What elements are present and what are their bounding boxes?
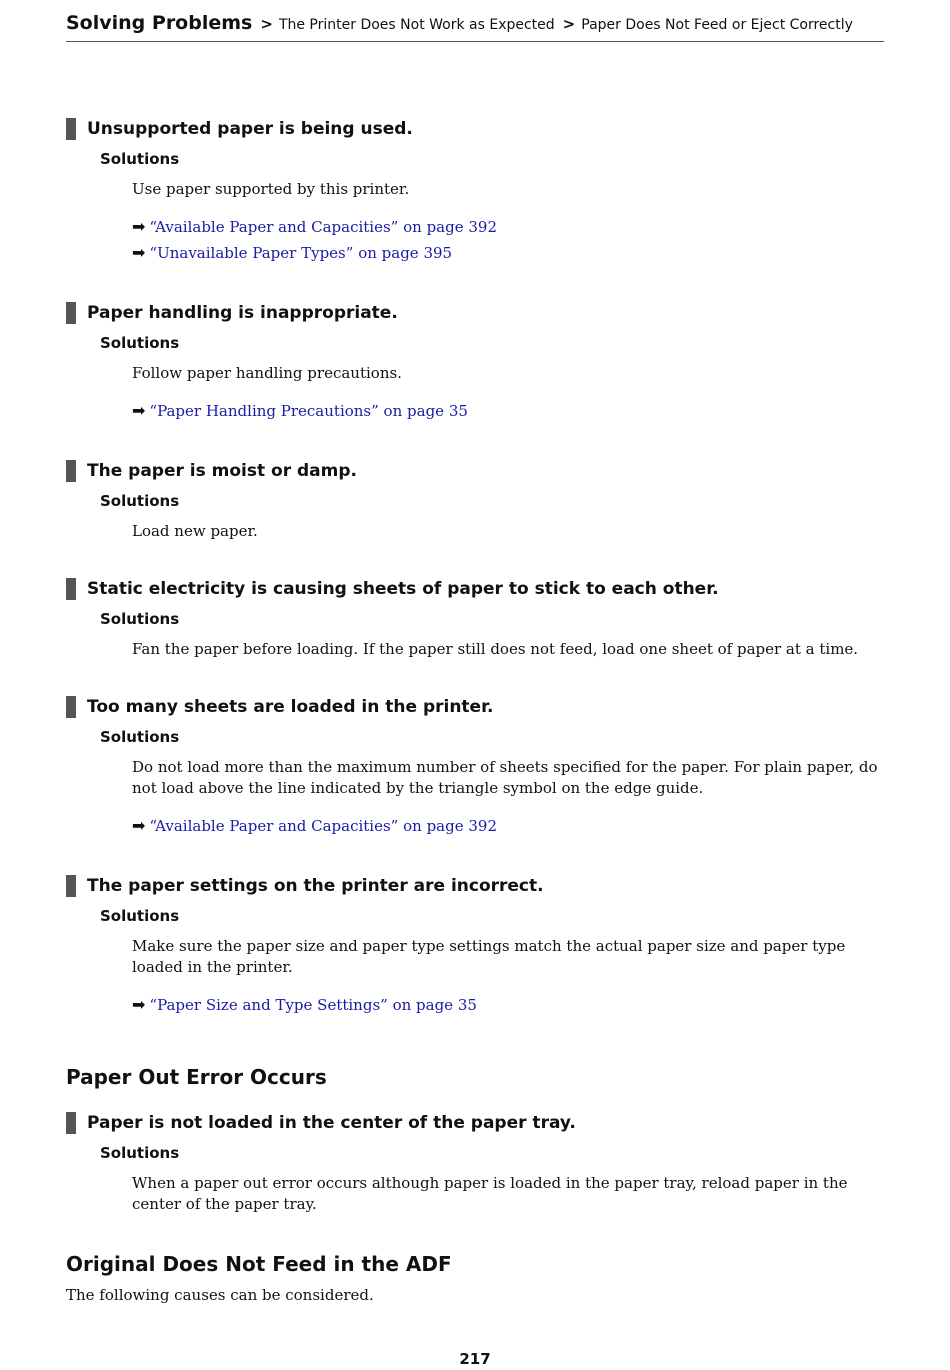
- solution-text: When a paper out error occurs although paper is loaded in the paper tray, reload paper in the center of the paper tray.: [132, 1174, 848, 1213]
- breadcrumb-topic[interactable]: Paper Does Not Feed or Eject Correctly: [581, 17, 853, 33]
- heading-bar: [66, 578, 76, 600]
- issue-title: Unsupported paper is being used.: [66, 118, 884, 140]
- solutions-label: Solutions: [100, 610, 180, 628]
- solution-text: Fan the paper before loading. If the paper still does not feed, load one sheet of paper at a time.: [132, 640, 859, 658]
- issue-title: The paper settings on the printer are incorrect.: [66, 875, 884, 897]
- heading-bar: [66, 302, 76, 324]
- section-adf: [66, 1251, 884, 1306]
- link-item: [132, 992, 884, 1018]
- link-available-paper[interactable]: “Available Paper and Capacities” on page 392: [149, 817, 497, 835]
- heading-bar: [66, 1112, 76, 1134]
- issue-title: Paper is not loaded in the center of the paper tray.: [66, 1112, 884, 1134]
- solution-text: Load new paper.: [132, 522, 258, 540]
- heading-bar: [66, 696, 76, 718]
- issue-title: Too many sheets are loaded in the printer.: [66, 696, 884, 718]
- breadcrumb-separator: >: [260, 15, 273, 33]
- solutions-label: Solutions: [100, 1144, 180, 1162]
- issue-title: Paper handling is inappropriate.: [66, 302, 884, 324]
- solutions-label: Solutions: [100, 150, 180, 168]
- heading-bar: [66, 875, 76, 897]
- heading-bar: [66, 460, 76, 482]
- breadcrumb-separator: >: [562, 15, 576, 33]
- issue-title: The paper is moist or damp.: [66, 460, 884, 482]
- issue-paper-settings: [66, 875, 884, 1018]
- link-item: [132, 398, 884, 424]
- solution-text: Use paper supported by this printer.: [132, 180, 410, 198]
- issue-too-many-sheets: [66, 696, 884, 839]
- arrow-right-icon: ➡: [132, 401, 146, 420]
- section-heading: Paper Out Error Occurs: [66, 1065, 327, 1089]
- solution-text: Do not load more than the maximum number of sheets specified for the paper. For plain paper, do not load above the line indicated by the triangle symbol on the edge guide.: [132, 758, 878, 797]
- breadcrumb: [66, 12, 884, 42]
- breadcrumb-chapter[interactable]: Solving Problems: [66, 12, 253, 34]
- arrow-right-icon: ➡: [132, 217, 146, 236]
- related-links: [132, 398, 884, 424]
- link-paper-size-type[interactable]: “Paper Size and Type Settings” on page 35: [149, 996, 477, 1014]
- link-paper-handling[interactable]: “Paper Handling Precautions” on page 35: [149, 402, 468, 420]
- section-intro: The following causes can be considered.: [66, 1286, 374, 1304]
- issue-unsupported-paper: [66, 118, 884, 266]
- issue-paper-not-centered: [66, 1112, 884, 1215]
- issue-paper-handling: [66, 302, 884, 424]
- arrow-right-icon: ➡: [132, 243, 146, 262]
- link-unavailable-paper[interactable]: “Unavailable Paper Types” on page 395: [149, 244, 453, 262]
- arrow-right-icon: ➡: [132, 995, 146, 1014]
- issue-title: Static electricity is causing sheets of paper to stick to each other.: [66, 578, 884, 600]
- issue-moist-paper: [66, 460, 884, 542]
- issue-static-electricity: [66, 578, 884, 660]
- link-available-paper[interactable]: “Available Paper and Capacities” on page 392: [149, 218, 497, 236]
- heading-bar: [66, 118, 76, 140]
- breadcrumb-section[interactable]: The Printer Does Not Work as Expected: [278, 17, 555, 33]
- solutions-label: Solutions: [100, 907, 180, 925]
- link-item: [132, 214, 884, 240]
- solutions-label: Solutions: [100, 728, 180, 746]
- related-links: [132, 992, 884, 1018]
- section-paper-out: [66, 1064, 884, 1215]
- related-links: [132, 813, 884, 839]
- related-links: [132, 214, 884, 266]
- arrow-right-icon: ➡: [132, 816, 146, 835]
- page-number: 217: [459, 1350, 491, 1368]
- link-item: [132, 813, 884, 839]
- solution-text: Make sure the paper size and paper type settings match the actual paper size and paper type loaded in the printer.: [132, 937, 846, 976]
- solutions-label: Solutions: [100, 492, 180, 510]
- solutions-label: Solutions: [100, 334, 180, 352]
- solution-text: Follow paper handling precautions.: [132, 364, 402, 382]
- link-item: [132, 240, 884, 266]
- section-heading: Original Does Not Feed in the ADF: [66, 1252, 452, 1276]
- page-content: [66, 118, 884, 1306]
